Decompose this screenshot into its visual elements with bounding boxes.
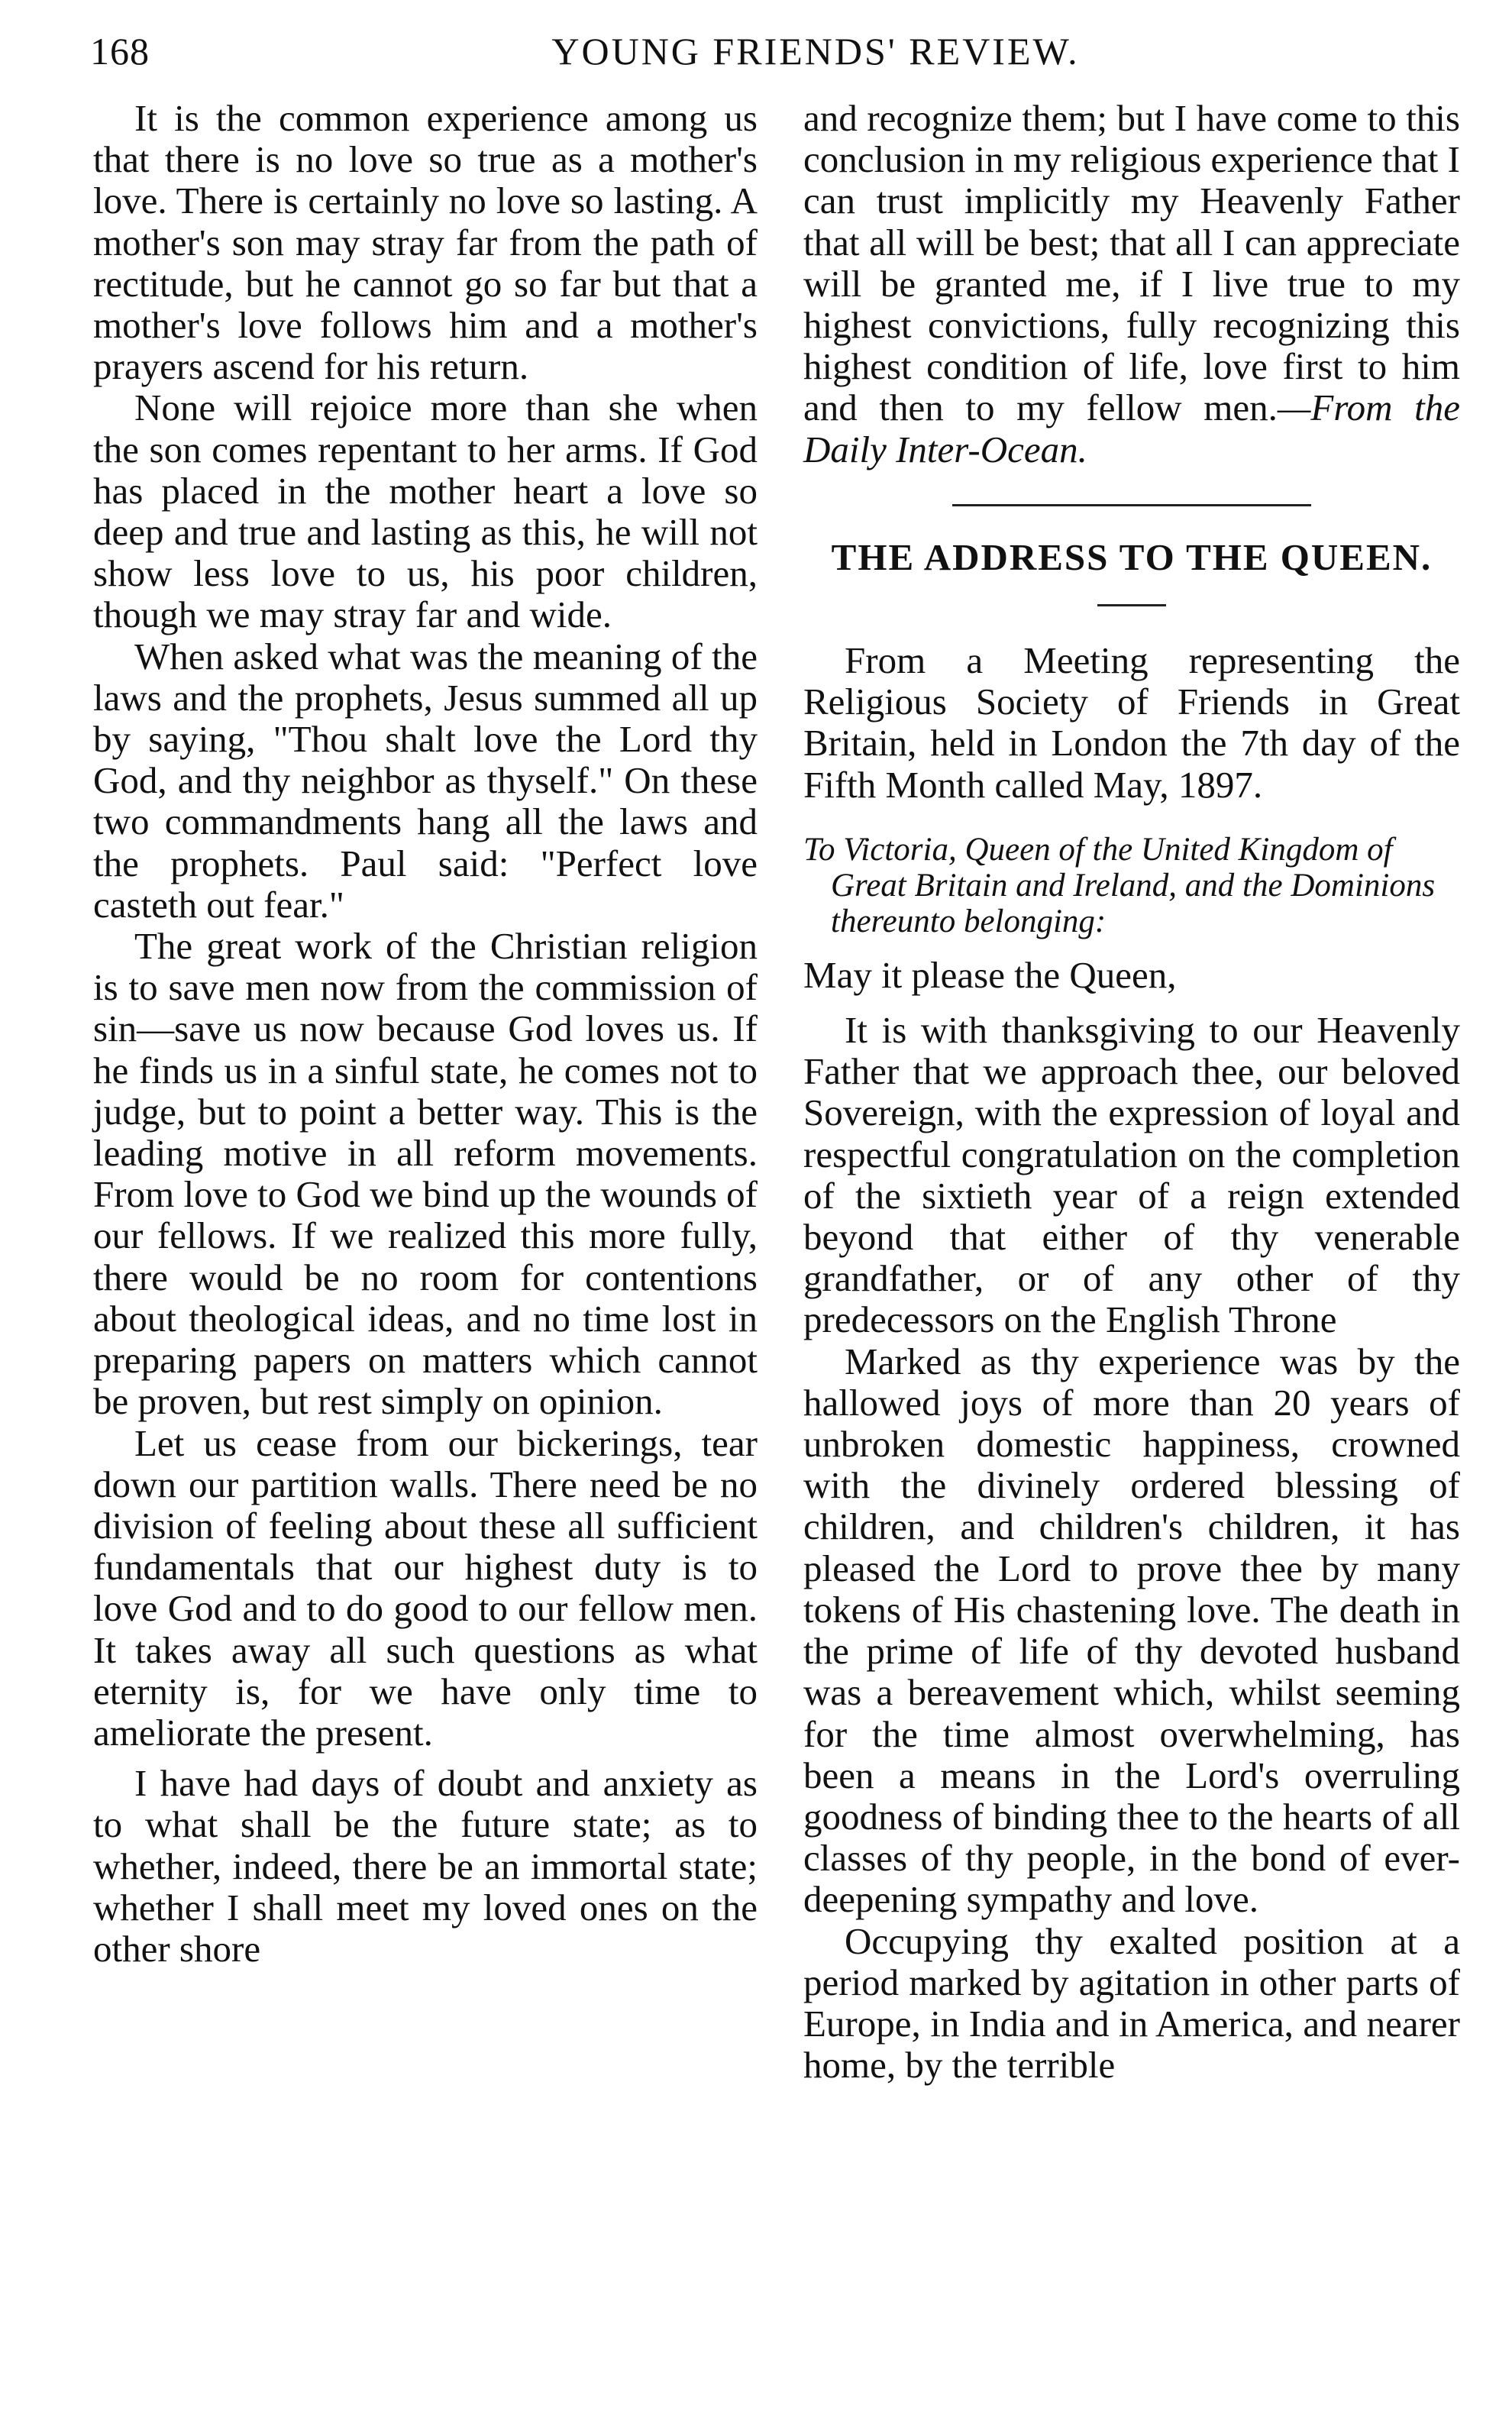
addressee-line: To Victoria, Queen of the United Kingdom of Great Britain and Ireland, and the Dominions thereunto belonging: xyxy=(803,831,1436,939)
body-paragraph: I have had days of doubt and anxiety as to what shall be the future state; as to whether, indeed, there be an immortal state; whether I shall meet my loved ones on the other shore xyxy=(93,1762,758,1970)
section-title: THE ADDRESS TO THE QUEEN. xyxy=(831,535,1433,578)
journal-title: YOUNG FRIENDS' REVIEW. xyxy=(551,30,1080,73)
body-paragraph: None will rejoice more than she when the son comes repentant to her arms. If God has placed in the mother heart a love so deep and true and lasting as this, he will not show less love to us, his poor children, though we may stray far and wide. xyxy=(93,386,758,636)
body-paragraph: The great work of the Christian religion is to save men now from the commission of sin—save us now because God loves us. If he finds us in a sinful state, he comes not to judge, but to point a better way. This is the leading motive in all reform movements. From love to God we bind up the wounds of our fellows. If we realized this more fully, there would be no room for contentions about theological ideas, and no time lost in preparing papers on matters which cannot be proven, but rest simply on opinion. xyxy=(93,925,758,1423)
continued-text: and recognize them; but I have come to this conclusion in my religious experience that I can trust implicitly my Heavenly Father that all will be best; that all I can appreciate will be granted me, if I live true to my highest convictions, fully recognizing this highest condition of life, love first to him and then to my fellow men. xyxy=(803,97,1460,429)
address-paragraph: Marked as thy experience was by the hallowed joys of more than 20 years of unbroken domestic happiness, crowned with the divinely ordered blessing of children, and children's children, it has pleased the Lord to prove thee by many tokens of His chastening love. The death in the prime of life of thy devoted husband was a bereavement which, whilst seeming for the time almost overwhelming, has been a means in the Lord's overruling goodness of binding thee to the hearts of all classes of thy people, in the bond of ever-deepening sympathy and love. xyxy=(803,1340,1460,1921)
body-paragraph: When asked what was the meaning of the laws and the prophets, Jesus summed all up by saying, "Thou shalt love the Lord thy God, and thy neighbor as thyself." On these two commandments hang all the laws and the prophets. Paul said: "Perfect love casteth out fear." xyxy=(93,635,758,926)
title-rule xyxy=(1097,604,1166,606)
right-column xyxy=(803,98,1460,2086)
body-paragraph: It is the common experience among us that there is no love so true as a mother's love. There is certainly no love so lasting. A mother's son may stray far from the path of rectitude, but he cannot go so far but that a mother's love follows him and a mother's prayers ascend for his return. xyxy=(93,97,758,388)
meeting-intro: From a Meeting representing the Religious Society of Friends in Great Britain, held in London the 7th day of the Fifth Month called May, 1897. xyxy=(803,639,1460,806)
running-head xyxy=(90,29,1457,82)
address-paragraph: It is with thanksgiving to our Heavenly Father that we approach thee, our beloved Sovereign, with the expression of loyal and respectful congratulation on the completion of the sixtieth year of a reign extended beyond that either of thy venerable grandfather, or of any other of thy predecessors on the English Throne xyxy=(803,1009,1460,1341)
salutation: May it please the Queen, xyxy=(803,953,1177,996)
source-attribution: —From the Daily Inter-Ocean. xyxy=(803,386,1461,470)
address-paragraph: Occupying thy exalted position at a period marked by agitation in other parts of Europe, in India and in America, and nearer home, by the terrible xyxy=(803,1919,1460,2087)
continued-paragraph xyxy=(803,98,1460,470)
page-number: 168 xyxy=(90,30,150,73)
section-divider xyxy=(952,504,1311,506)
left-column xyxy=(93,98,758,1970)
body-paragraph: Let us cease from our bickerings, tear down our partition walls. There need be no division of feeling about these all sufficient fundamentals that our highest duty is to love God and to do good to our fellow men. It takes away all such questions as what eternity is, for we have only time to ameliorate the present. xyxy=(93,1421,758,1754)
